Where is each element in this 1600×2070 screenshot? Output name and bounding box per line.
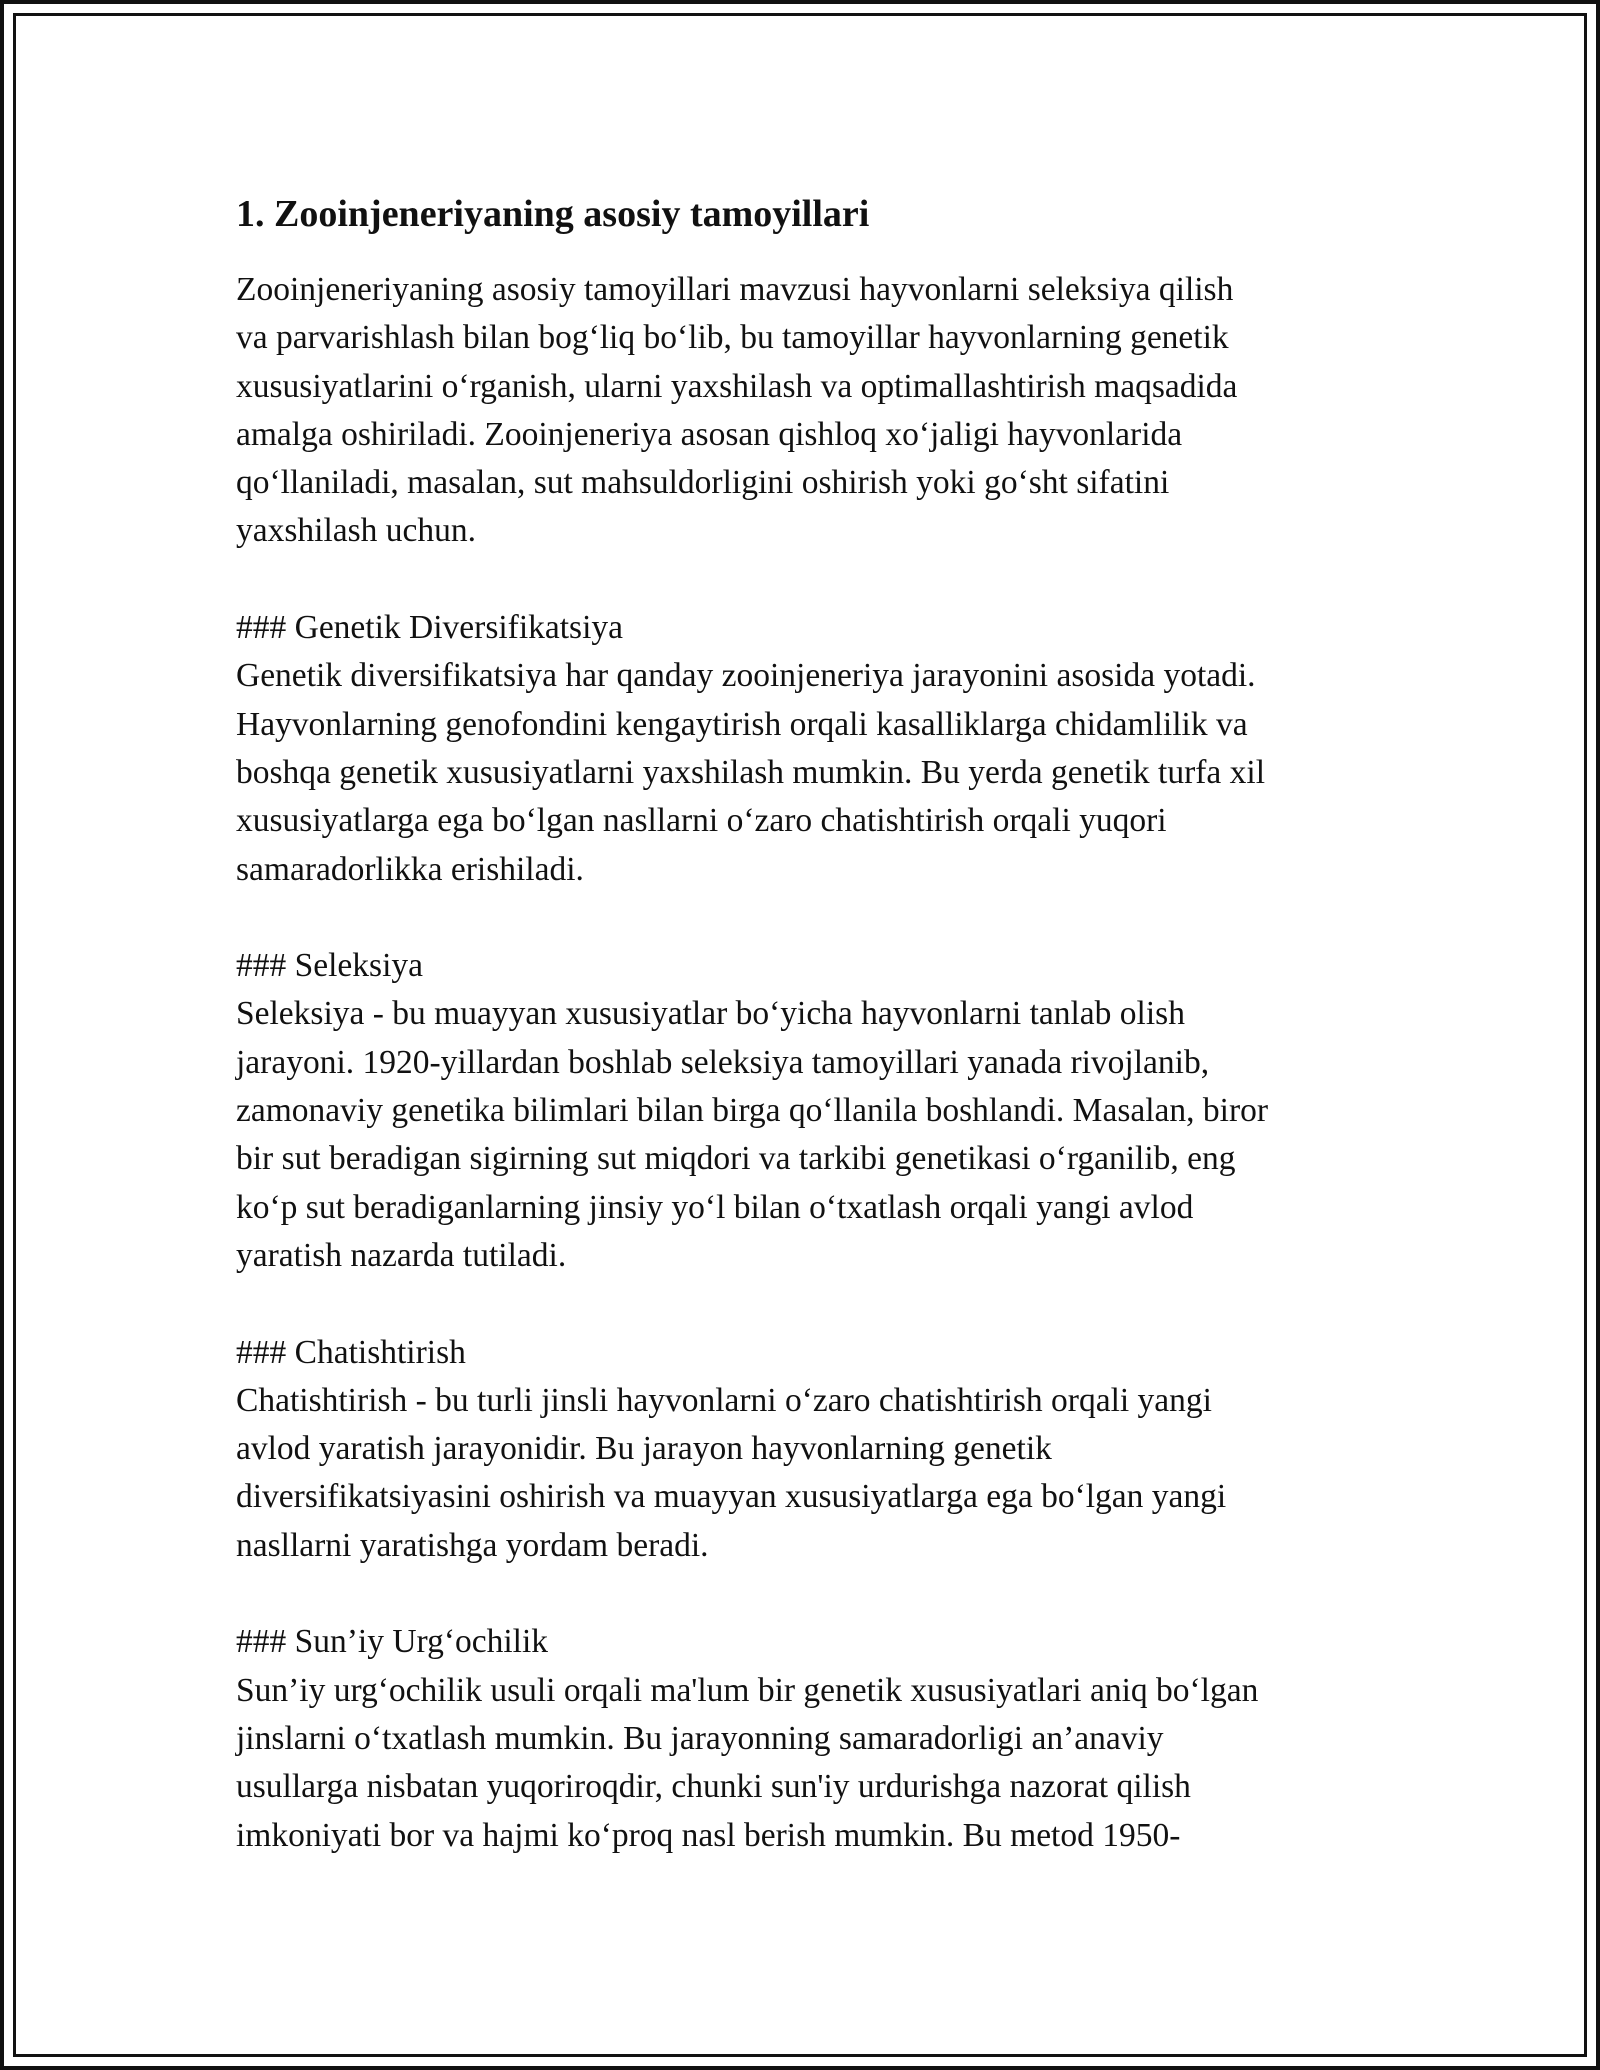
paragraph-spacer — [236, 556, 1386, 604]
section-genetik-diversifikatsiya — [236, 604, 1386, 894]
document-body — [236, 186, 1386, 1860]
section-heading: ### Sun’iy Urg‘ochilik — [236, 1623, 549, 1661]
section-seleksiya — [236, 942, 1386, 1280]
paragraph-spacer — [236, 1280, 1386, 1328]
section-chatishtirish — [236, 1329, 1386, 1570]
section-suniy-urgochilik — [236, 1618, 1386, 1859]
section-paragraph: Seleksiya - bu muayyan xususiyatlar bo‘yicha hayvonlarni tanlab olish jarayoni. 1920-yillardan boshlab seleksiya tamoyillari yanada rivojlanib, zamonaviy genetika bilimlari bilan birga qo‘llanila boshlandi. Masalan, biror bir sut beradigan sigirning sut miqdori va tarkibi genetikasi o‘rganilib, eng ko‘p sut beradiganlarning jinsiy yo‘l bilan o‘txatlash orqali yangi avlod yaratish nazarda tutiladi. — [236, 995, 1269, 1274]
document-title: 1. Zooinjeneriyaning asosiy tamoyillari — [236, 193, 870, 235]
section-heading: ### Genetik Diversifikatsiya — [236, 609, 624, 647]
section-paragraph: Chatishtirish - bu turli jinsli hayvonlarni o‘zaro chatishtirish orqali yangi avlod yaratish jarayonidir. Bu jarayon hayvonlarning genetik diversifikatsiyasini oshirish va muayyan xususiyatlarga ega bo‘lgan yangi nasllarni yaratishga yordam beradi. — [236, 1381, 1227, 1564]
paragraph-spacer — [236, 1570, 1386, 1618]
section-heading: ### Seleksiya — [236, 947, 424, 985]
section-paragraph: Genetik diversifikatsiya har qanday zooinjeneriya jarayonini asosida yotadi. Hayvonlarning genofondini kengaytirish orqali kasalliklarga chidamlilik va boshqa genetik xususiyatlarni yaxshilash mumkin. Bu yerda genetik turfa xil xususiyatlarga ega bo‘lgan nasllarni o‘zaro chatishtirish orqali yuqori samaradorlikka erishiladi. — [236, 657, 1265, 888]
intro-paragraph: Zooinjeneriyaning asosiy tamoyillari mavzusi hayvonlarni seleksiya qilish va parvarishlash bilan bog‘liq bo‘lib, bu tamoyillar hayvonlarning genetik xususiyatlarini o‘rganish, ularni yaxshilash va optimallashtirish maqsadida amalga oshiriladi. Zooinjeneriya asosan qishloq xo‘jaligi hayvonlarida qo‘llaniladi, masalan, sut mahsuldorligini oshirish yoki go‘sht sifatini yaxshilash uchun. — [236, 271, 1238, 550]
section-paragraph: Sun’iy urg‘ochilik usuli orqali ma'lum bir genetik xususiyatlari aniq bo‘lgan jinslarni o‘txatlash mumkin. Bu jarayonning samaradorligi an’anaviy usullarga nisbatan yuqoriroqdir, chunki sun'iy urdurishga nazorat qilish imkoniyati bor va hajmi ko‘proq nasl berish mumkin. Bu metod 1950- — [236, 1671, 1259, 1854]
section-heading: ### Chatishtirish — [236, 1333, 466, 1371]
paragraph-spacer — [236, 894, 1386, 942]
